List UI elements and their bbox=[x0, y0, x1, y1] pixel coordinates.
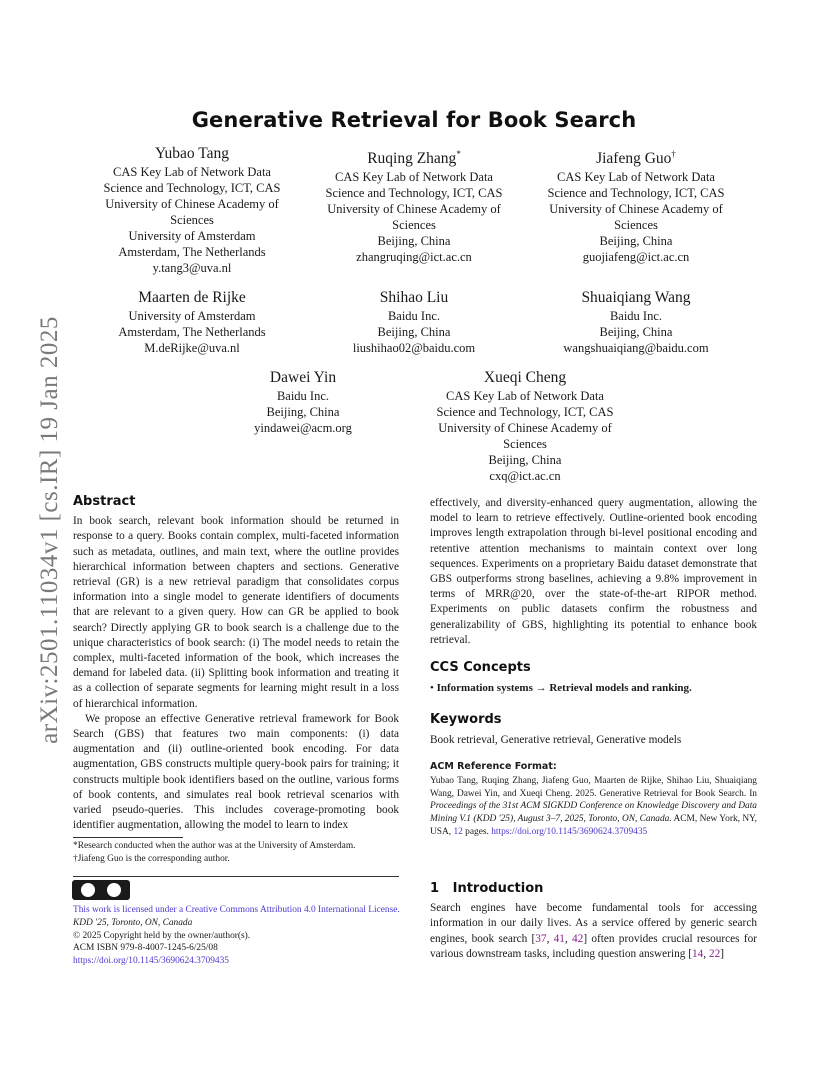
author-affiliation-line: Beijing, China bbox=[599, 325, 673, 339]
bullet-glyph: • bbox=[430, 682, 434, 695]
abstract-heading: Abstract bbox=[73, 494, 136, 509]
intro-heading bbox=[430, 881, 757, 896]
author-email: wangshuaiqiang@baidu.com bbox=[563, 341, 709, 355]
acm-ref-tail: ACM, New York, NY, USA, bbox=[430, 814, 757, 837]
author-affiliation-line: Baidu Inc. bbox=[387, 309, 441, 323]
author-affiliation-line: Baidu Inc. bbox=[609, 309, 663, 323]
author-2 bbox=[526, 145, 746, 265]
footnote-rule bbox=[73, 837, 183, 838]
author-affiliation-line: Baidu Inc. bbox=[276, 389, 330, 403]
author-email: cxq@ict.ac.cn bbox=[489, 469, 561, 483]
left-column bbox=[73, 494, 399, 833]
author-affiliation-line: Science and Technology, ICT, CAS bbox=[547, 186, 725, 201]
intro-text-b: ] often provides crucial resources for various downstream tasks, including question answering [ bbox=[430, 932, 757, 960]
author-affiliation-line: University of Amsterdam bbox=[128, 229, 256, 243]
keywords-section bbox=[430, 712, 757, 748]
license-link[interactable]: This work is licensed under a Creative Commons Attribution 4.0 International License. bbox=[73, 905, 400, 915]
author-name-text: Dawei Yin bbox=[269, 369, 337, 386]
ccs-item-b: Retrieval models and ranking. bbox=[549, 682, 692, 695]
cite-42[interactable]: 42 bbox=[572, 932, 584, 945]
keywords-text: Book retrieval, Generative retrieval, Generative models bbox=[430, 734, 682, 747]
author-name-text: Shuaiqiang Wang bbox=[581, 289, 691, 306]
author-1 bbox=[304, 145, 524, 265]
abstract-paragraph-2: We propose an effective Generative retrieval framework for Book Search (GBS) that features two main components: (i) data augmentation and (ii) outline-oriented book encoding. For data augmentation, GBS constructs multiple query-book pairs for training; it constructs multiple book identifiers based on the outline, various forms of book contents, and simulates real book retrieval scenarios with varied pseudo-queries. This includes coverage-promoting book identifier augmentation, allowing the model to learn to index bbox=[73, 712, 399, 832]
author-affiliation-line: Science and Technology, ICT, CAS bbox=[325, 186, 503, 201]
abstract-paragraph-3: effectively, and diversity-enhanced query augmentation, allowing the model to learn to retrieve effectively. Outline-oriented book encoding improves length extrapolation through bi-level positional encoding and retentive attention mechanisms to maintain context over long sequences. Experiments on a proprietary Baidu dataset demonstrate that GBS outperforms strong baselines, achieving a 9.8% improvement in terms of MRR@20, over the state-of-the-art RIPOR method. Experiments on public datasets confirm the robustness and generalizability of GBS, highlighting its potential to enhance book retrieval. bbox=[430, 497, 757, 646]
author-name-text: Yubao Tang bbox=[155, 145, 229, 162]
author-6 bbox=[193, 369, 413, 436]
author-name-text: Xueqi Cheng bbox=[483, 369, 567, 386]
author-email: zhangruqing@ict.ac.cn bbox=[356, 250, 472, 265]
author-affiliation-line: University of Chinese Academy of bbox=[105, 197, 279, 211]
by-icon bbox=[107, 883, 121, 897]
footnotes bbox=[73, 840, 403, 866]
footnote-corresponding: †Jiafeng Guo is the corresponding author. bbox=[73, 853, 230, 864]
author-affiliation-line: University of Chinese Academy of bbox=[327, 202, 501, 217]
author-email: M.deRijke@uva.nl bbox=[144, 341, 240, 355]
author-affiliation-line: Beijing, China bbox=[488, 453, 562, 467]
ccs-item-a: Information systems bbox=[436, 682, 533, 695]
abstract-paragraph-1: In book search, relevant book information should be returned in response to a query. Books contain complex, multi-faceted information such as metadata, outlines, and main text, where the outline provides hierarchical information between chapters and sections. Generative retrieval (GR) is a new retrieval paradigm that consolidates corpus information into a single model to generate identifiers of documents that are relevant to a given query. How can GR be applied to book search? Directly applying GR to book search is a challenge due to the unique characteristics of book search: (i) The model needs to retain the complex, multi-faceted information of the book, which increases the demand for labeled data. (ii) Splitting book information and treating it as a collection of separate segments for learning might result in a loss of hierarchical information. bbox=[73, 515, 399, 710]
cite-37[interactable]: 37 bbox=[535, 932, 547, 945]
intro-number: 1 bbox=[430, 881, 440, 896]
author-affiliation-line: Sciences bbox=[170, 213, 214, 227]
author-0 bbox=[82, 145, 302, 276]
arxiv-stamp: arXiv:2501.11034v1 [cs.IR] 19 Jan 2025 bbox=[36, 316, 63, 744]
author-affiliation-line: Science and Technology, ICT, CAS bbox=[436, 405, 614, 419]
author-name bbox=[304, 145, 524, 168]
author-affiliation-line: CAS Key Lab of Network Data bbox=[113, 165, 271, 179]
cite-41[interactable]: 41 bbox=[553, 932, 565, 945]
ccs-heading: CCS Concepts bbox=[430, 660, 531, 675]
author-name bbox=[526, 289, 746, 307]
copyright-line: © 2025 Copyright held by the owner/author(s). bbox=[73, 930, 251, 941]
author-affiliation-line: University of Chinese Academy of bbox=[549, 202, 723, 217]
author-affiliation-line: CAS Key Lab of Network Data bbox=[335, 170, 493, 185]
author-name bbox=[415, 369, 635, 387]
license-rule bbox=[73, 876, 399, 877]
intro-paragraph: Search engines have become fundamental tools for accessing information in our daily lives. As a service offered by generic search engines, book search [37, 41, 42] often provides crucial resources for various downstream tasks, including question answering [14, 22] bbox=[430, 902, 757, 960]
author-email: y.tang3@uva.nl bbox=[152, 261, 232, 275]
acm-reference bbox=[430, 761, 757, 839]
paper-title: Generative Retrieval for Book Search bbox=[191, 108, 637, 132]
author-affiliation-line: Beijing, China bbox=[599, 234, 673, 249]
author-name-text: Jiafeng Guo bbox=[596, 150, 672, 168]
author-mark: † bbox=[671, 149, 676, 159]
author-affiliation-line: Sciences bbox=[392, 218, 436, 233]
author-3 bbox=[82, 289, 302, 356]
acm-ref-doi[interactable]: https://doi.org/10.1145/3690624.3709435 bbox=[491, 826, 648, 837]
author-name bbox=[304, 289, 524, 307]
author-affiliation-line: Beijing, China bbox=[377, 325, 451, 339]
cc-by-badge[interactable] bbox=[72, 880, 130, 900]
author-name bbox=[526, 145, 746, 168]
introduction-section bbox=[430, 881, 757, 962]
intro-title: Introduction bbox=[452, 881, 544, 896]
acm-ref-authors: Yubao Tang, Ruqing Zhang, Jiafeng Guo, Maarten de Rijke, Shihao Liu, Shuaiqiang Wang, Dawei Yin, and Xueqi Cheng. 2025. Generative Retrieval for Book Search. In bbox=[430, 775, 757, 799]
author-name-text: Ruqing Zhang bbox=[367, 150, 457, 168]
arrow-glyph: → bbox=[535, 682, 547, 695]
author-email: liushihao02@baidu.com bbox=[352, 341, 476, 355]
author-name-text: Maarten de Rijke bbox=[138, 289, 246, 306]
author-affiliation-line: University of Chinese Academy of bbox=[438, 421, 612, 435]
author-name bbox=[82, 145, 302, 163]
author-email: yindawei@acm.org bbox=[254, 421, 352, 435]
keywords-heading: Keywords bbox=[430, 712, 502, 727]
venue-line: KDD '25, Toronto, ON, Canada bbox=[73, 917, 193, 928]
author-affiliation-line: Sciences bbox=[503, 437, 547, 451]
intro-text-c: ] bbox=[720, 947, 724, 960]
cite-14[interactable]: 14 bbox=[691, 947, 704, 960]
footnote-research: *Research conducted when the author was at the University of Amsterdam. bbox=[73, 841, 356, 851]
doi-link[interactable]: https://doi.org/10.1145/3690624.3709435 bbox=[73, 956, 229, 967]
author-5 bbox=[526, 289, 746, 356]
author-affiliation-line: Sciences bbox=[614, 218, 658, 233]
author-affiliation-line: Science and Technology, ICT, CAS bbox=[103, 181, 281, 195]
author-affiliation-line: Amsterdam, The Netherlands bbox=[118, 325, 266, 339]
ccs-section bbox=[430, 660, 757, 696]
acm-ref-pages-word: pages. bbox=[462, 826, 492, 837]
right-column bbox=[430, 496, 757, 648]
author-name-text: Shihao Liu bbox=[379, 289, 449, 306]
author-email: guojiafeng@ict.ac.cn bbox=[582, 250, 690, 265]
author-name bbox=[82, 289, 302, 307]
author-affiliation-line: Amsterdam, The Netherlands bbox=[118, 245, 266, 259]
acm-ref-proceedings: Proceedings of the 31st ACM SIGKDD Conference on Knowledge Discovery and Data Mining V.1 (KDD '25), August 3–7, 2025, Toronto, ON, Canada. bbox=[430, 801, 757, 825]
acm-ref-body bbox=[430, 775, 757, 839]
author-affiliation-line: CAS Key Lab of Network Data bbox=[557, 170, 715, 185]
ccs-item bbox=[430, 681, 757, 696]
acm-ref-heading: ACM Reference Format: bbox=[430, 761, 557, 772]
author-4 bbox=[304, 289, 524, 356]
intro-text-a: Search engines have become fundamental tools for accessing information in our daily lives. As a service offered by generic search engines, book search [ bbox=[430, 902, 757, 945]
author-affiliation-line: Beijing, China bbox=[266, 405, 340, 419]
isbn-line: ACM ISBN 979-8-4007-1245-6/25/08 bbox=[73, 943, 218, 954]
author-affiliation-line: University of Amsterdam bbox=[128, 309, 256, 323]
author-affiliation-line: CAS Key Lab of Network Data bbox=[446, 389, 604, 403]
author-7 bbox=[415, 369, 635, 484]
author-affiliation-line: Beijing, China bbox=[377, 234, 451, 249]
license-block bbox=[73, 904, 413, 968]
acm-ref-pages[interactable]: 12 bbox=[453, 826, 463, 837]
author-mark: * bbox=[456, 149, 461, 159]
cite-22[interactable]: 22 bbox=[708, 947, 721, 960]
cc-icon bbox=[81, 883, 95, 897]
author-name bbox=[193, 369, 413, 387]
